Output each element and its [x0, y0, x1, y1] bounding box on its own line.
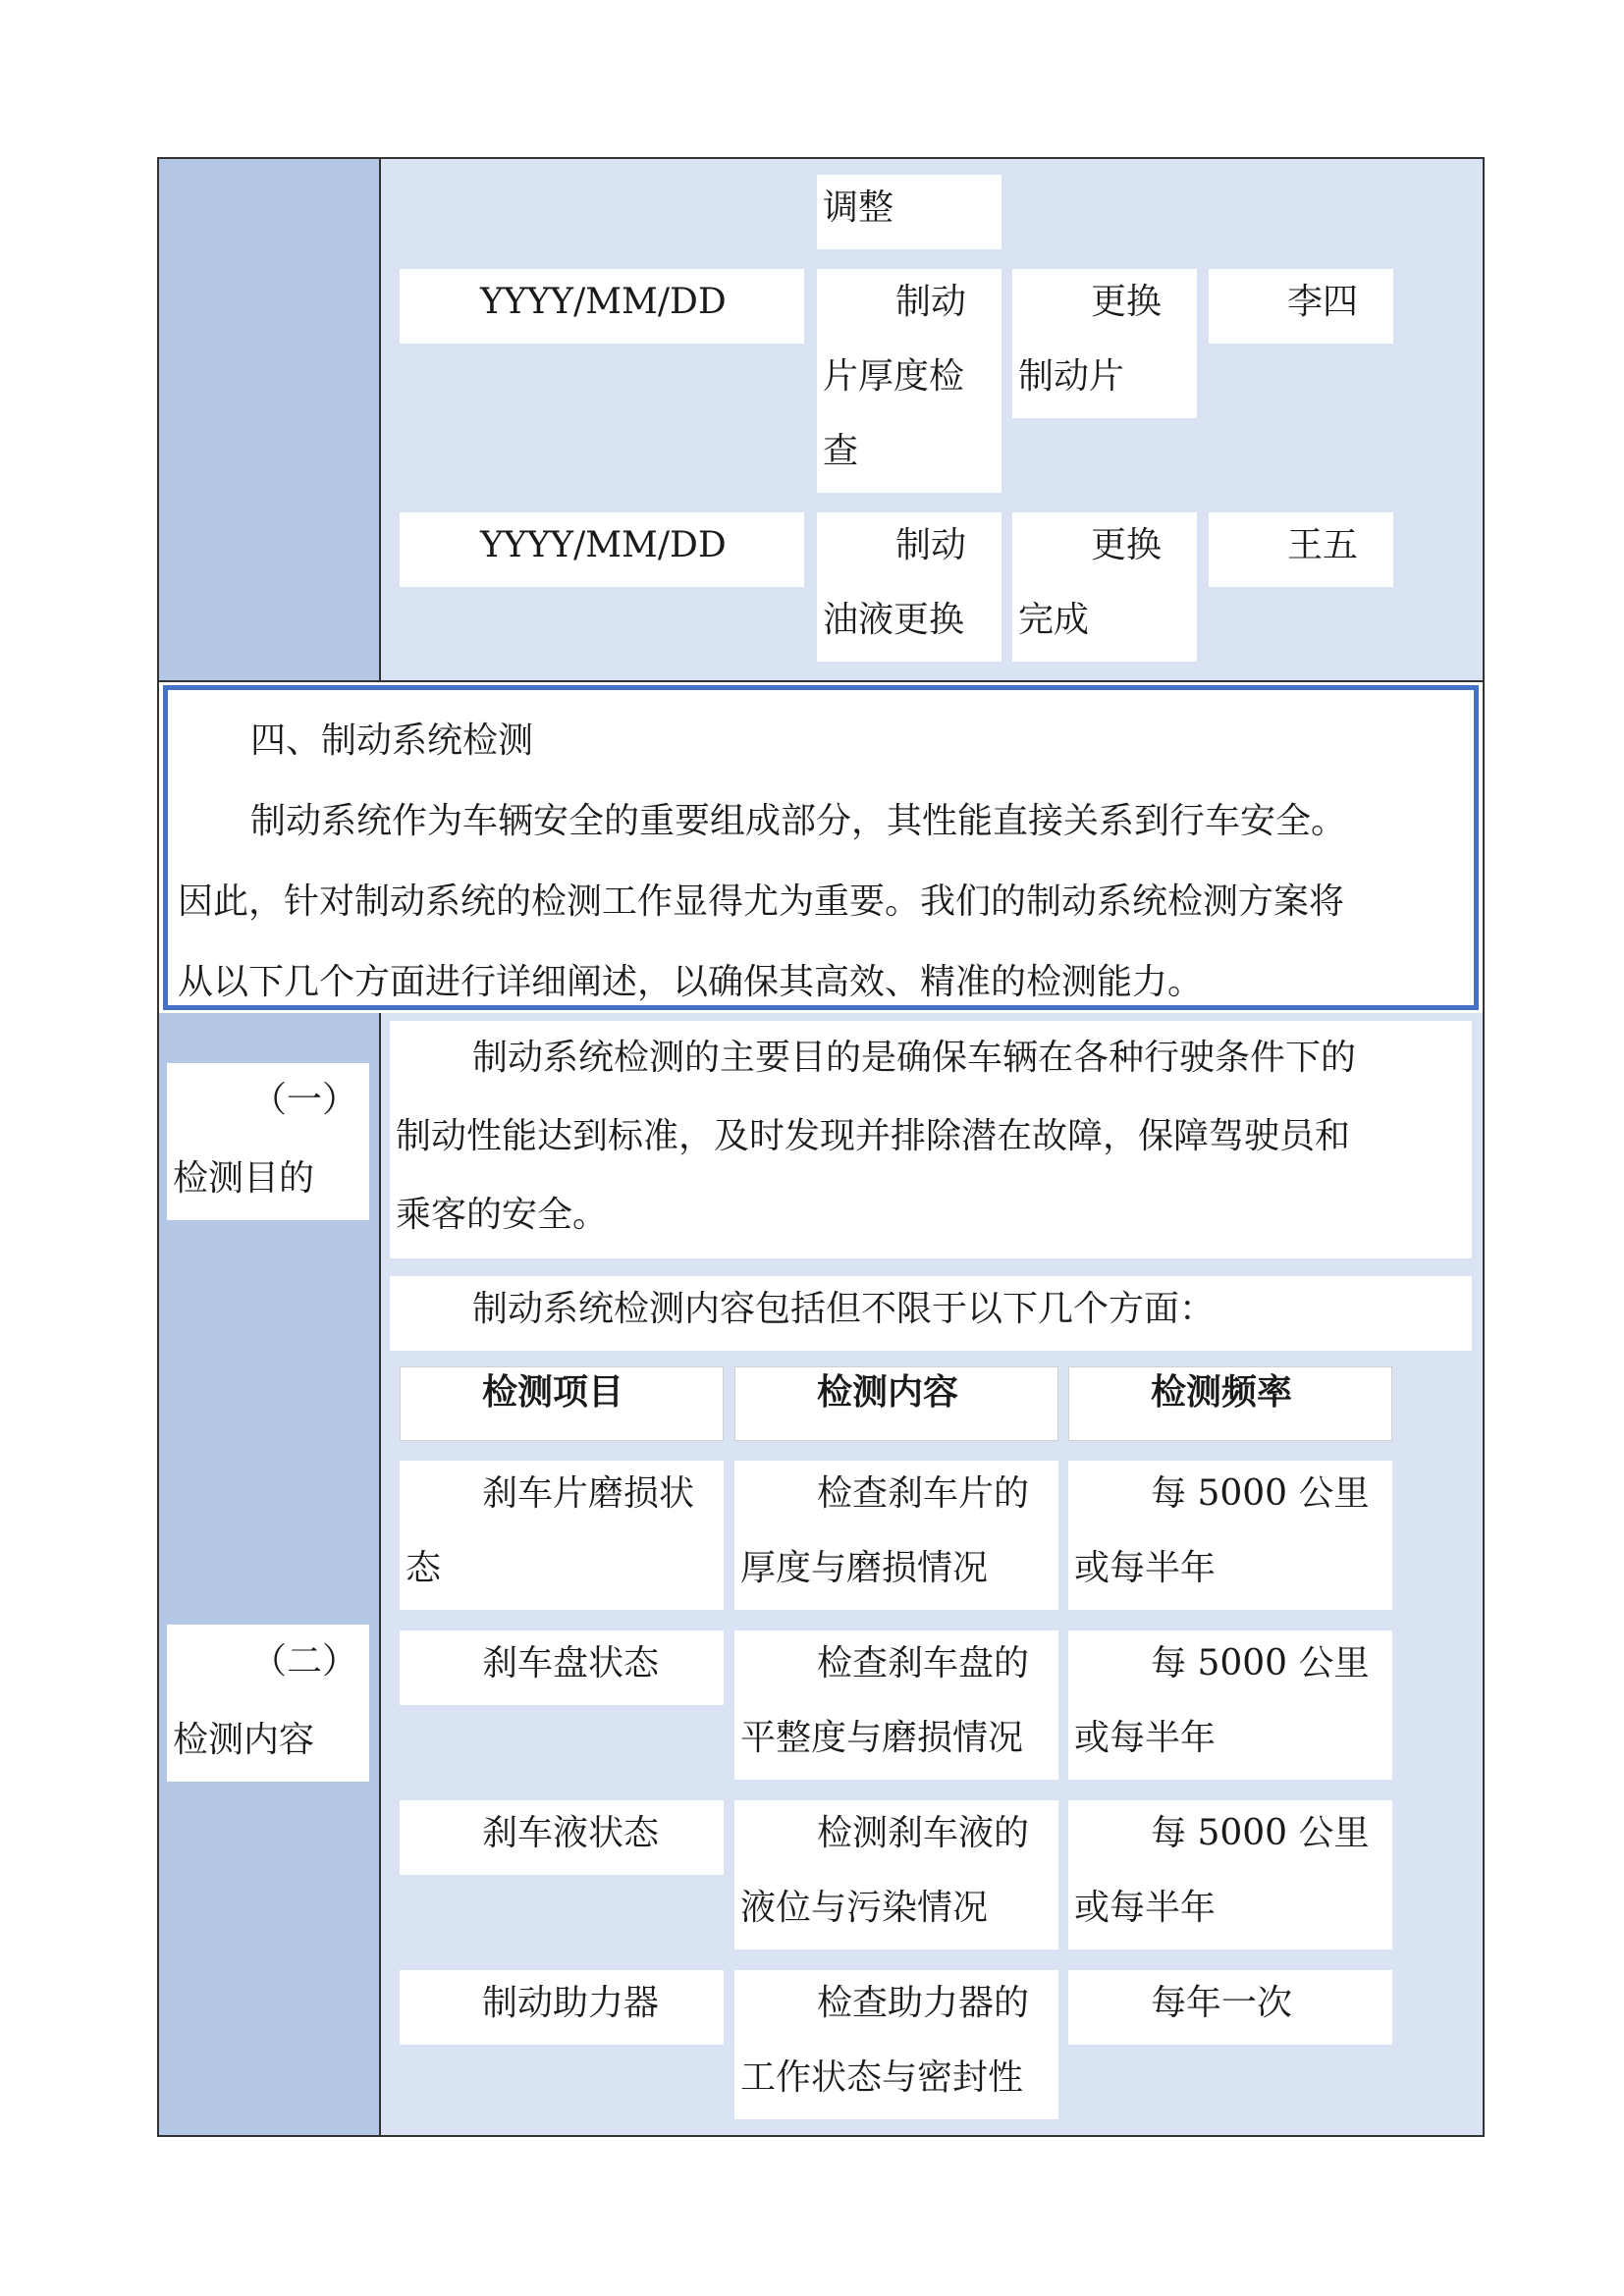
action-line: 更换 — [1091, 282, 1163, 322]
cell-line: 每 5000 公里 — [1151, 1813, 1370, 1853]
section4-para-line: 从以下几个方面进行详细阐述，以确保其高效、精准的检测能力。 — [178, 962, 1204, 1002]
cell-line: 每 5000 公里 — [1151, 1643, 1370, 1683]
table-header-text: 检测频率 — [1151, 1371, 1293, 1413]
table-header-text: 检测项目 — [482, 1371, 624, 1413]
date-text: YYYY/MM/DD — [480, 525, 727, 565]
cell-line: 厚度与磨损情况 — [740, 1548, 989, 1588]
cell-line: 制动助力器 — [482, 1983, 660, 2023]
action-line: 制动片 — [1018, 356, 1125, 397]
item-cell — [817, 512, 1001, 662]
action-cell-tail — [817, 175, 1001, 249]
date-cell — [400, 512, 804, 587]
content-label-cell — [167, 1625, 369, 1782]
cell-line: 刹车片磨损状 — [482, 1473, 695, 1514]
table-cell-freq — [1068, 1630, 1392, 1780]
item-line: 片厚度检 — [823, 356, 965, 397]
action-line: 完成 — [1018, 600, 1090, 640]
table-cell-item — [400, 1630, 724, 1705]
cell-line: 检查助力器的 — [817, 1983, 1030, 2023]
cell-line: 刹车液状态 — [482, 1813, 660, 1853]
table-cell-freq — [1068, 1970, 1392, 2045]
section4-heading: 四、制动系统检测 — [250, 721, 534, 761]
item-line: 制动 — [895, 282, 967, 322]
cell-line: 或每半年 — [1074, 1888, 1217, 1928]
table-header-text: 检测内容 — [817, 1371, 959, 1413]
date-text: YYYY/MM/DD — [480, 282, 727, 322]
table-cell-freq — [1068, 1800, 1392, 1949]
section4-box — [163, 685, 1479, 1010]
table-header-cell — [734, 1366, 1058, 1441]
section4-para-line: 因此，针对制动系统的检测工作显得尤为重要。我们的制动系统检测方案将 — [178, 881, 1345, 922]
purpose-label-cell — [167, 1063, 369, 1220]
table-cell-desc — [734, 1800, 1058, 1949]
purpose-label-line: （一） — [251, 1080, 358, 1120]
purpose-text-line: 制动系统检测的主要目的是确保车辆在各种行驶条件下的 — [472, 1038, 1357, 1078]
person-text: 李四 — [1287, 282, 1359, 322]
content-intro-cell — [390, 1276, 1472, 1351]
purpose-text-cell — [390, 1021, 1472, 1258]
cell-line: 每年一次 — [1151, 1983, 1293, 2023]
cell-line: 刹车盘状态 — [482, 1643, 660, 1683]
cell-line: 液位与污染情况 — [740, 1888, 989, 1928]
item-cell — [817, 269, 1001, 493]
person-cell — [1209, 512, 1393, 587]
item-line: 油液更换 — [823, 600, 965, 640]
cell-line: 检查刹车片的 — [817, 1473, 1030, 1514]
purpose-text-line: 制动性能达到标准，及时发现并排除潜在故障，保障驾驶员和 — [396, 1116, 1351, 1156]
section4-para-line: 制动系统作为车辆安全的重要组成部分，其性能直接关系到行车安全。 — [250, 801, 1347, 841]
action-cell — [1012, 269, 1197, 418]
purpose-text-line: 乘客的安全。 — [396, 1195, 609, 1235]
table-cell-freq — [1068, 1461, 1392, 1610]
content-intro-text: 制动系统检测内容包括但不限于以下几个方面： — [472, 1289, 1216, 1329]
date-cell — [400, 269, 804, 344]
table-cell-desc — [734, 1970, 1058, 2119]
top-left-column — [157, 157, 379, 682]
purpose-label-line: 检测目的 — [173, 1158, 315, 1199]
cell-line: 态 — [406, 1548, 442, 1588]
cell-line: 检测刹车液的 — [817, 1813, 1030, 1853]
cell-line: 每 5000 公里 — [1151, 1473, 1370, 1514]
cell-line: 工作状态与密封性 — [740, 2057, 1024, 2098]
cell-line: 或每半年 — [1074, 1718, 1217, 1758]
table-header-cell — [1068, 1366, 1392, 1441]
table-cell-item — [400, 1970, 724, 2045]
content-label-line: （二） — [251, 1641, 358, 1682]
content-label-line: 检测内容 — [173, 1720, 315, 1760]
action-cell — [1012, 512, 1197, 662]
table-cell-desc — [734, 1461, 1058, 1610]
cell-line: 检查刹车盘的 — [817, 1643, 1030, 1683]
cell-line: 平整度与磨损情况 — [740, 1718, 1024, 1758]
table-cell-desc — [734, 1630, 1058, 1780]
action-text: 调整 — [823, 187, 894, 228]
table-cell-item — [400, 1461, 724, 1610]
table-cell-item — [400, 1800, 724, 1875]
person-text: 王五 — [1287, 525, 1359, 565]
person-cell — [1209, 269, 1393, 344]
cell-line: 或每半年 — [1074, 1548, 1217, 1588]
action-line: 更换 — [1091, 525, 1163, 565]
table-header-cell — [400, 1366, 724, 1441]
item-line: 查 — [823, 431, 859, 471]
item-line: 制动 — [895, 525, 967, 565]
